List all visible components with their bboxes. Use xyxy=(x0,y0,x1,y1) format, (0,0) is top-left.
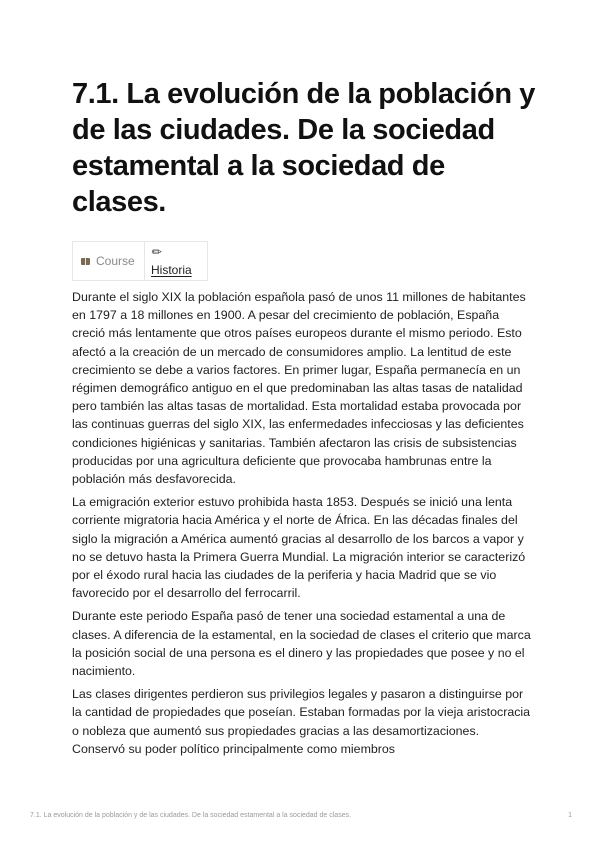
property-key-cell xyxy=(73,242,145,280)
paragraph: Durante el siglo XIX la población española pasó de unos 11 millones de habitantes en 1797 a 18 millones en 1900. A pesar del crecimiento de población, España creció más lentamente que otros países europeos durante el mismo periodo. Esto afectó a la creación de un mercado de consumidores amplio. La lentitud de este crecimiento se debe a varios factores. En primer lugar, España permanecía en un régimen demográfico antiguo en el que predominaban las altas tasas de natalidad pero también las altas tasas de mortalidad. Esta mortalidad estaba provocada por las continuas guerras del siglo XIX, las enfermedades infecciosas y las deficientes condiciones higiénicas y sanitarias. También afectaron las crisis de subsistencias producidas por una agricultura deficiente que provocaba hambrunas entre la población más desfavorecida. xyxy=(72,290,526,487)
course-link[interactable]: Historia xyxy=(151,263,192,277)
property-key-label: Course xyxy=(96,254,135,268)
page-number: 1 xyxy=(568,812,572,819)
paragraph: Las clases dirigentes perdieron sus privilegios legales y pasaron a distinguirse por la cantidad de propiedades que poseían. Estaban formadas por la vieja aristocracia o nobleza que aumentó sus propiedades gracias a las desamortizaciones. Conservó su poder político principalmente como miembros xyxy=(72,687,531,756)
page-title: 7.1. La evolución de la población y de las ciudades. De la sociedad estamental a la sociedad de clases. xyxy=(72,78,536,218)
book-icon xyxy=(81,258,90,265)
page-footer xyxy=(30,812,572,819)
pencil-icon: ✎ xyxy=(148,243,166,261)
body-text xyxy=(72,288,532,763)
paragraph: La emigración exterior estuvo prohibida hasta 1853. Después se inició una lenta corriente migratoria hacia América y el norte de África. En las décadas finales del siglo la migración a América aumentó gracias al desarrollo de los barcos a vapor y no se detuvo hasta la Primera Guerra Mundial. La migración interior se caracterizó por el éxodo rural hacia las ciudades de la periferia y hacia Madrid que se vio favorecido por el desarrollo del ferrocarril. xyxy=(72,495,526,601)
paragraph: Durante este periodo España pasó de tener una sociedad estamental a una de clases. A diferencia de la estamental, en la sociedad de clases el criterio que marca la posición social de una persona es el dinero y las propiedades que posee y no el nacimiento. xyxy=(72,609,531,679)
property-value-cell[interactable] xyxy=(145,242,207,280)
property-row xyxy=(72,241,208,281)
footer-title: 7.1. La evolución de la población y de las ciudades. De la sociedad estamental a la sociedad de clases. xyxy=(30,812,352,819)
